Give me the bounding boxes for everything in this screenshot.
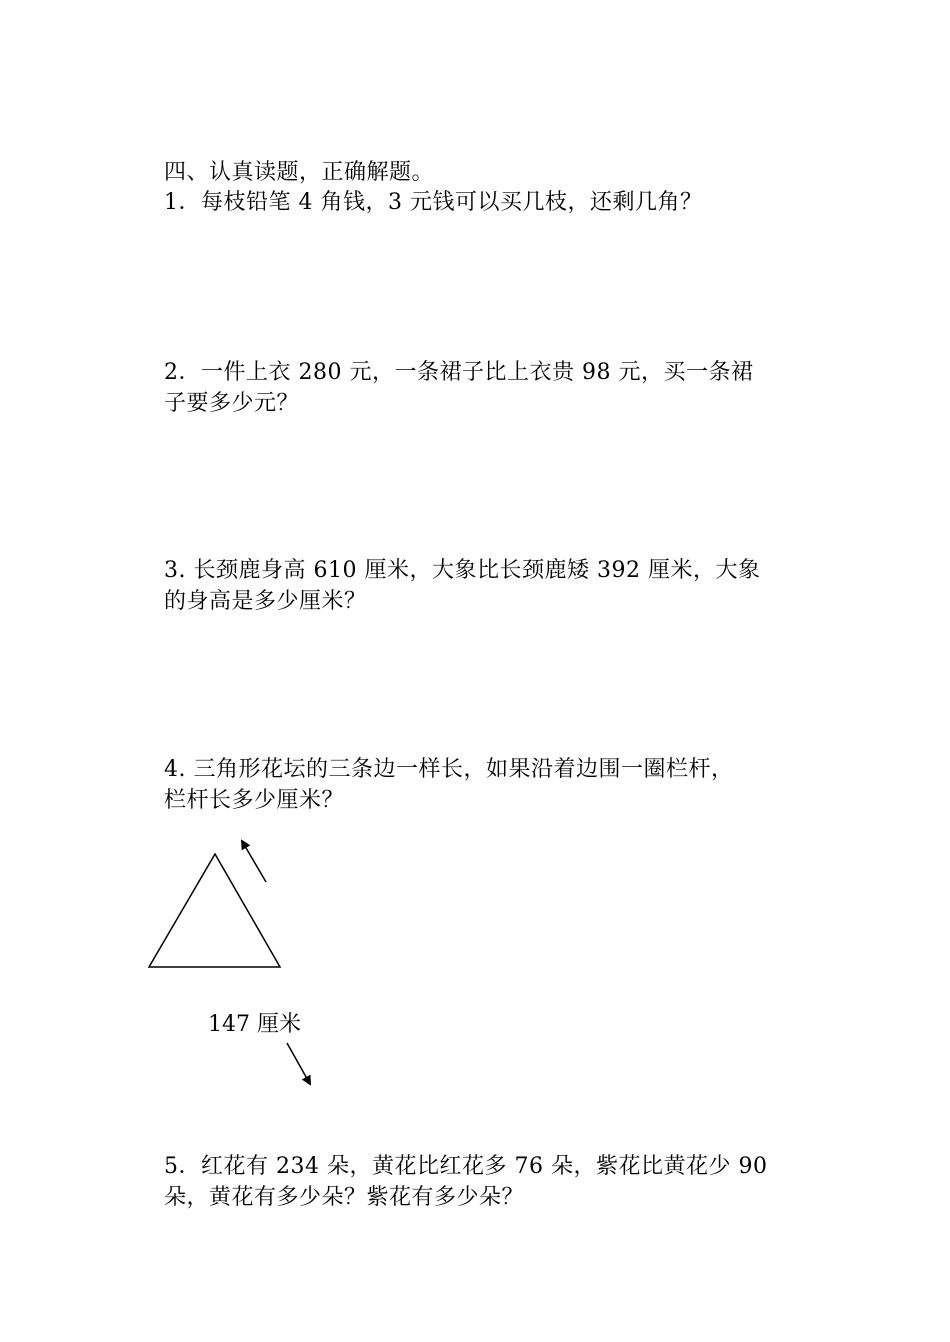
triangle-side-label: 147 厘米 (208, 1012, 301, 1037)
question-5-line-2: 朵，黄花有多少朵？紫花有多少朵？ (164, 1185, 525, 1210)
triangle-diagram (140, 830, 340, 1100)
arrow-up-left-icon (242, 841, 266, 882)
arrow-down-right-icon (287, 1043, 310, 1084)
question-3-line-2: 的身高是多少厘米？ (164, 589, 367, 614)
question-4-line-2: 栏杆长多少厘米？ (164, 788, 345, 813)
question-2-line-2: 子要多少元？ (164, 391, 300, 416)
question-4-line-1: 4. 三角形花坛的三条边一样长，如果沿着边围一圈栏杆， (164, 757, 734, 782)
section-heading: 四、认真读题，正确解题。 (164, 160, 435, 185)
question-3-line-1: 3. 长颈鹿身高 610 厘米，大象比长颈鹿矮 392 厘米，大象 (164, 558, 761, 583)
question-5-line-1: 5．红花有 234 朵，黄花比红花多 76 朵，紫花比黄花少 90 (164, 1154, 768, 1179)
triangle-figure (140, 830, 340, 1100)
question-1-line-1: 1．每枝铅笔 4 角钱，3 元钱可以买几枝，还剩几角？ (164, 190, 703, 215)
question-2-line-1: 2．一件上衣 280 元，一条裙子比上衣贵 98 元，买一条裙 (164, 360, 754, 385)
